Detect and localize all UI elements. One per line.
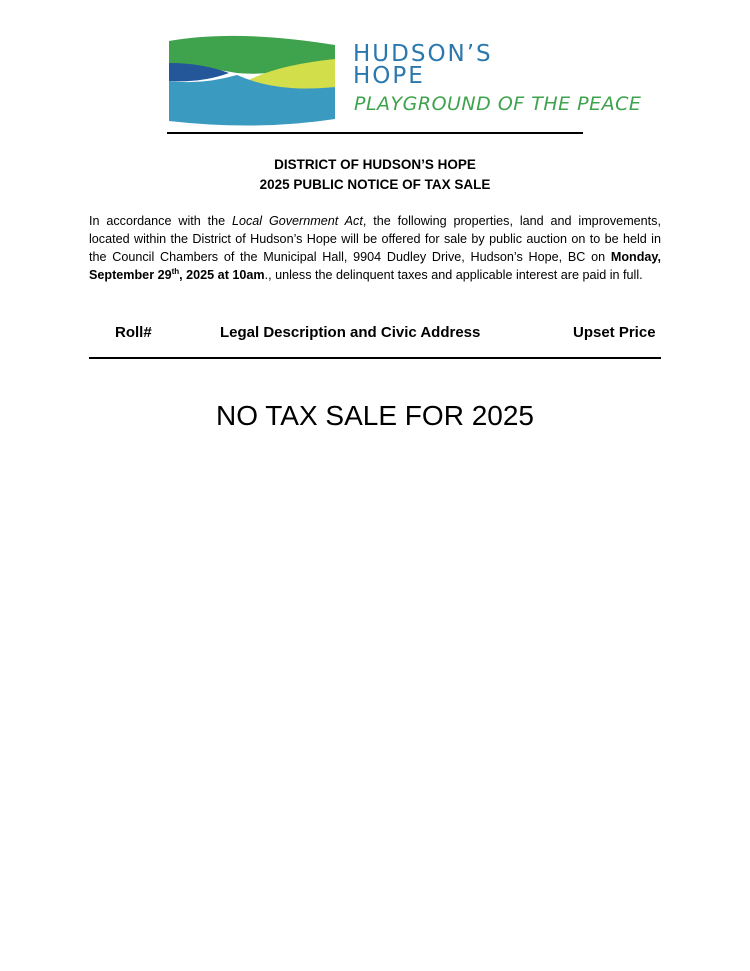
- paragraph-text-2: , the following properties, land and improvements, located within the District of Hudson’s Hope will be offered for sale by public auction on to be held in the Council Chambers of the Municipal Hall, 9904 Dudley Drive, Hudson’s Hope, BC on: [89, 214, 661, 264]
- logo-divider: [167, 132, 583, 134]
- document-title: DISTRICT OF HUDSON’S HOPE: [274, 157, 476, 172]
- river-landscape-icon: [167, 33, 337, 129]
- sale-date: Monday, September 29th, 2025 at 10am: [89, 250, 661, 282]
- logo-title-line2: HOPE: [353, 63, 425, 89]
- district-logo: [167, 33, 642, 135]
- logo-tagline: PLAYGROUND OF THE PEACE: [354, 93, 642, 115]
- logo-title-line1: HUDSON’S: [353, 41, 493, 67]
- column-header-legal: Legal Description and Civic Address: [220, 324, 481, 341]
- document-subtitle: 2025 PUBLIC NOTICE OF TAX SALE: [259, 177, 491, 192]
- no-sale-notice: NO TAX SALE FOR 2025: [216, 400, 534, 431]
- column-header-upset: Upset Price: [573, 324, 656, 341]
- table-header-divider: [89, 357, 661, 359]
- paragraph-text-3: ., unless the delinquent taxes and applicable interest are paid in full.: [264, 268, 643, 282]
- notice-paragraph: [89, 212, 661, 284]
- paragraph-text-1: In accordance with the: [89, 214, 232, 228]
- column-header-roll: Roll#: [115, 324, 152, 341]
- act-name: Local Government Act: [231, 214, 363, 228]
